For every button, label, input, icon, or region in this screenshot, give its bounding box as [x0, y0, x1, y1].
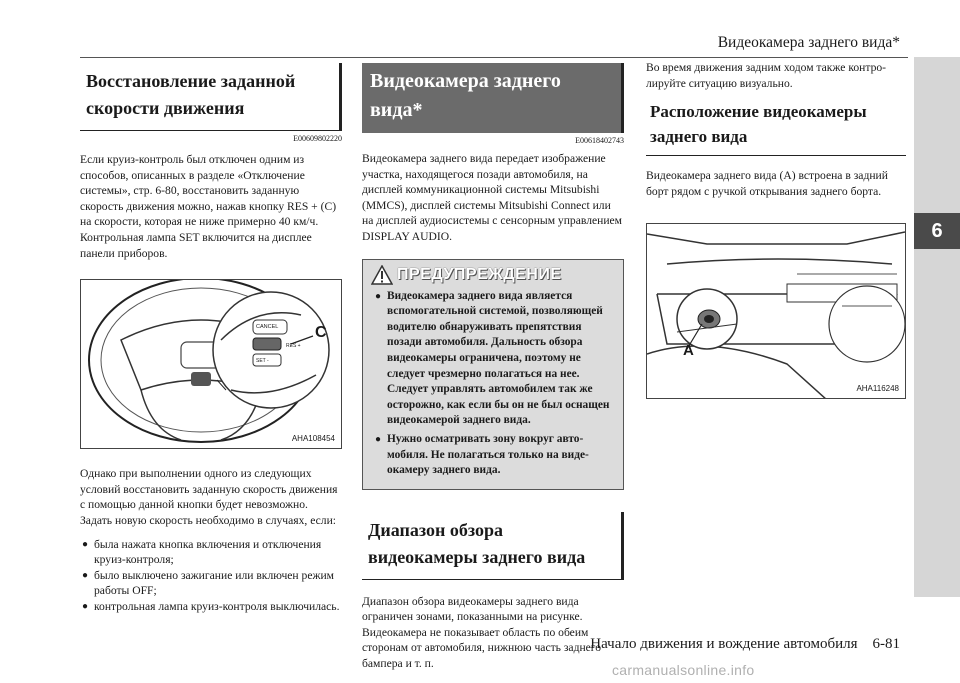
- chapter-side-tab: [914, 57, 960, 597]
- header-rule: [80, 57, 908, 58]
- tailgate-camera-figure: [646, 223, 906, 399]
- paragraph: Видеокамера заднего вида (A) встроена в задний борт рядом с ручкой открывания заднего борта.: [646, 169, 888, 198]
- tailgate-illustration: [647, 224, 905, 399]
- warning-header: [363, 260, 623, 289]
- section-heading-camera-location: Расположение видеокамеры заднего вида: [646, 97, 906, 156]
- paragraph: Диапазон обзора видеокамеры заднего вида ограничен зонами, показанными на рисунке. Видеокамера не показывает область по обеим сторонам от автомобиля, нижнюю часть заднего бампера и т. п.: [362, 594, 602, 671]
- page-footer: Начало движения и вождение автомобиля 6-81: [590, 636, 900, 652]
- figure-callout-c: C: [315, 324, 327, 342]
- column-1: [80, 63, 342, 615]
- warning-title: ПРЕДУПРЕЖДЕНИЕ: [397, 265, 562, 283]
- warning-item: [363, 289, 623, 429]
- list-item: [80, 537, 342, 568]
- paragraph: Видеокамера заднего вида передает изображение участка, находящегося позади автомобиля, на дисплей коммуникационной системы Mitsubishi (MMCS), дисплей системы Mitsubishi Connect или на дисплей аудиосистемы с сенсорным управлением DISPLAY AUDIO.: [362, 152, 623, 243]
- cancel-button-label: CANCEL: [256, 324, 279, 331]
- warning-item: [363, 432, 623, 479]
- res-button-label: RES +: [286, 343, 301, 350]
- column-3: [646, 63, 906, 399]
- chapter-number: 6: [914, 213, 960, 249]
- section-heading-view-range: Диапазон обзора видеокамеры заднего вида: [362, 512, 624, 580]
- bullet-icon: ●: [82, 600, 89, 612]
- page-header-title: Видеокамера заднего вида*: [717, 34, 900, 51]
- bullet-icon: ●: [82, 538, 89, 550]
- section-code: E00609802220: [293, 134, 342, 143]
- steering-wheel-figure: [80, 279, 342, 449]
- section-heading-resume-speed: Восстановление заданной скорости движения: [80, 63, 342, 131]
- figure-code: AHA108454: [291, 434, 335, 444]
- section-code: E00618402743: [575, 136, 624, 145]
- bullet-icon: ●: [375, 290, 382, 302]
- watermark: carmanualsonline.info: [612, 662, 755, 678]
- paragraph: Однако при выполнении одного из следующих условий восстановить заданную скорость движения с помощью данной кнопки будет невозможно. Задать новую скорость необходимо в случаях, если:: [80, 467, 338, 527]
- list-item: [80, 568, 342, 599]
- paragraph: Если круиз-контроль был отключен одним из способов, описанных в разделе «Отключение системы», стр. 6-80, восстановить заданную скорость движения можно, нажав кнопку RES + (C) на скорости, которая не ниже примерно 40 км/ч. Контрольная лампа SET включится на дисплее панели приборов.: [80, 153, 337, 260]
- section-heading-rear-camera: Видеокамера заднего вида*: [362, 63, 624, 133]
- bullet-icon: ●: [375, 433, 382, 445]
- list-item: [80, 599, 342, 615]
- set-button-label: SET -: [256, 358, 269, 365]
- list-item-text: было выключено зажигание или включен режим работы OFF;: [94, 568, 335, 598]
- bullet-icon: ●: [82, 569, 89, 581]
- warning-box: [362, 259, 624, 490]
- figure-callout-a: A: [683, 342, 694, 360]
- list-item-text: контрольная лампа круиз-контроля выключилась.: [94, 599, 340, 613]
- warning-item-text: Видеокамера заднего вида является вспомогательной системой, позволяющей водителю обнаруживать препятствия позади автомобиля. Дальность обзора видеокамеры ограничена, поэтому не следует чрезмерно полагаться на нее. Следует управлять автомобилем так же осторожно, как если бы он не был оснащен видеокамерой заднего вида.: [387, 289, 610, 427]
- condition-list: [80, 537, 342, 615]
- list-item-text: была нажата кнопка включения и отключения круиз-контроля;: [94, 537, 322, 567]
- steering-wheel-illustration: [81, 280, 341, 449]
- figure-code: AHA116248: [856, 384, 899, 394]
- warning-item-text: Нужно осматривать зону вокруг автомобиля. Не полагаться только на видеокамеру заднего вида.: [387, 432, 589, 477]
- column-2: [362, 63, 624, 672]
- paragraph: Во время движения задним ходом также контролируйте ситуацию визуально.: [646, 61, 887, 90]
- warning-triangle-icon: [371, 265, 393, 285]
